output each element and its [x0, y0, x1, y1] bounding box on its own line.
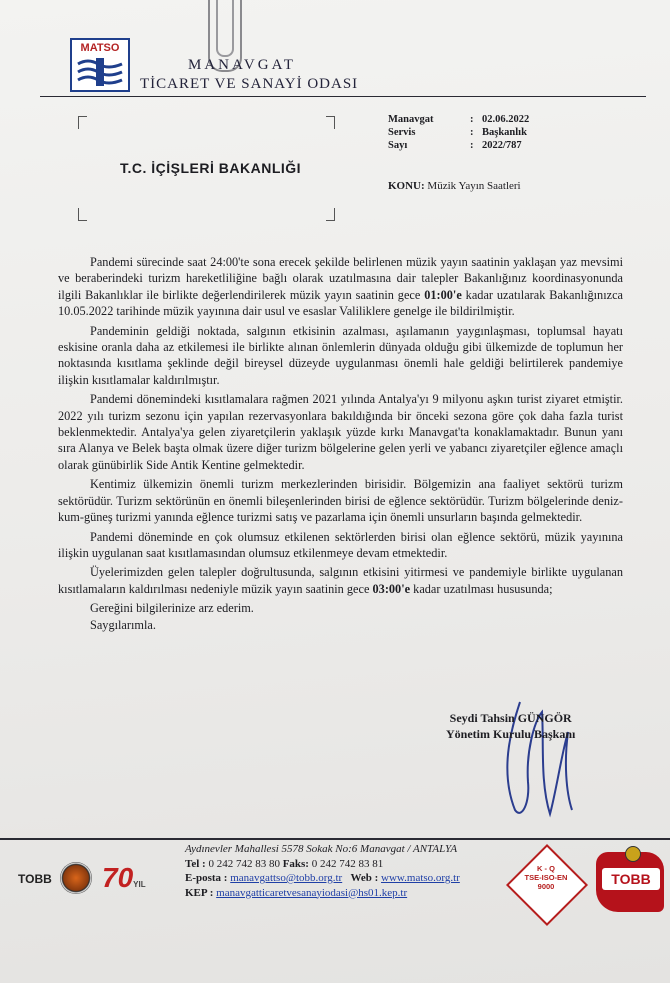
kep-link[interactable]: manavgatticaretvesanayiodasi@hs01.kep.tr [216, 886, 408, 899]
subject-value: Müzik Yayın Saatleri [427, 180, 521, 192]
meta-value: 02.06.2022 [482, 114, 530, 125]
letter-meta [388, 113, 529, 152]
meta-row-date [388, 113, 529, 126]
paragraph-text: kadar uzatılması hususunda; [410, 581, 553, 596]
footer-phone-line [185, 857, 460, 872]
org-name-line1: MANAVGAT [188, 57, 296, 73]
meta-row-service [388, 126, 529, 139]
meta-colon: : [470, 140, 474, 151]
paragraph-3: Pandemi dönemindeki kısıtlamalara rağmen 2021 yılında Antalya'yı 9 milyonu aşkın turist ziyaret etmiştir. 2022 yılı turizm sezonu için yapılan rezervasyonlara bakıldığında bir önceki sezona göre çok daha fazla turist beklenmektedir. Antalya'ya gelen ziyaretçilerin yaklaşık yüzde kırkı Manavgat'ta konaklamaktadır. Bunun yanı sıra Alanya ve Belek başta olmak üzere diğer turizm bölgelerine gelen yerli ve yabancı ziyaretçiler eğlence amaçlı olarak günübirlik Side Antik Kentine gelmektedir. [58, 392, 623, 472]
email-label: E-posta : [185, 872, 228, 884]
tobb-seal-icon [60, 862, 92, 894]
letter-body [58, 254, 623, 633]
subject-label: KONU: [388, 180, 425, 192]
meta-colon: : [470, 114, 474, 125]
paper-clip-inner [216, 0, 234, 57]
web-label: Web : [350, 872, 379, 884]
footer-contact [185, 842, 460, 900]
address-corner-bl [78, 208, 87, 221]
meta-value: 2022/787 [482, 140, 522, 151]
meta-row-number [388, 139, 529, 152]
footer-divider [0, 838, 670, 840]
address-corner-tl [78, 116, 87, 129]
web-link[interactable]: www.matso.org.tr [381, 872, 460, 884]
footer-address: Aydınevler Mahallesi 5578 Sokak No:6 Manavgat / ANTALYA [185, 843, 458, 855]
recipient: T.C. İÇİŞLERİ BAKANLIĞI [120, 160, 302, 176]
kq-certification-text: K - Q TSE-ISO-EN 9000 [524, 864, 568, 891]
paragraph-1 [58, 254, 623, 320]
tobb-right-seal-icon [625, 846, 641, 862]
fax-value: 0 242 742 83 81 [311, 857, 384, 870]
paragraph-8: Saygılarımla. [90, 617, 156, 632]
seventy-sub: YIL [133, 880, 146, 889]
footer-kep-line [185, 886, 460, 901]
seventy-year-logo [102, 862, 146, 894]
signature-block [446, 710, 575, 742]
fax-label: Faks: [282, 857, 309, 870]
paragraph-text: Pandemi sürecinde saat 24:00'te sona erecek şekilde belirlenen müzik yayın saatinin yaklaşan yaz mevsimi ve beraberindeki turizm hareketliliğine bağlı olarak uzatılmasına dair talepler Bakanlığınız koordinasyonunda ilgili Bakanlıklar ile birlikte değerlendirilerek müzik yayın saatinin gece [58, 255, 623, 302]
highlight-time: 01:00'e [424, 287, 462, 302]
matso-logo [70, 38, 130, 92]
highlight-time: 03:00'e [372, 581, 411, 596]
wave-icon [76, 58, 124, 86]
tel-label: Tel : [185, 857, 206, 870]
meta-label: Manavgat [388, 114, 434, 125]
signatory-title: Yönetim Kurulu Başkanı [446, 727, 576, 741]
tel-value: 0 242 742 83 80 [208, 857, 280, 870]
meta-value: Başkanlık [482, 127, 527, 138]
paragraph-text: kadar uzatılarak Bakanlığınızca 10.05.2022 tarihinde müzik yayınına dair usul ve esaslar Valiliklere genelge ile bildirilmiştir. [58, 287, 623, 319]
meta-label: Servis [388, 127, 416, 138]
seventy-number: 70 [102, 862, 134, 893]
paragraph-6 [58, 564, 623, 597]
meta-colon: : [470, 127, 474, 138]
paragraph-7: Gereğini bilgilerinize arz ederim. [90, 601, 254, 616]
signatory-name: Seydi Tahsin GÜNGÖR [449, 711, 572, 725]
subject-line [388, 180, 521, 192]
logo-text: MATSO [80, 42, 120, 54]
footer-web-line [185, 871, 460, 886]
address-corner-br [326, 208, 335, 221]
header-divider [40, 96, 646, 97]
tobb-logo-left: TOBB [18, 872, 52, 886]
paragraph-4: Kentimiz ülkemizin önemli turizm merkezlerinden birisidir. Bölgemizin ana faaliyet sektörü turizm sektörüdür. Turizm sektörünün en önemli bileşenlerinden birisi de eğlence sektörüdür. Turizm bölgelerinde deniz-kum-güneş turizmi yanında eğlence turizmi satış ve pazarlama için önemli unsurların başında gelmektedir. [58, 477, 623, 525]
address-corner-tr [326, 116, 335, 129]
paragraph-5: Pandemi döneminde en çok olumsuz etkilenen sektörlerden birisi olan eğlence sektörü, müzik yayınına ilişkin uygulanan saat kısıtlamasından olumsuz etkilenmeye devam etmektedir. [58, 529, 623, 560]
meta-label: Sayı [388, 140, 408, 151]
paragraph-text: Üyelerimizden gelen talepler doğrultusunda, salgının etkisini yitirmesi ve pandemiyle birlikte uygulanan kısıtlamaların kaldırılması nedeniyle müzik yayın saatinin gece [58, 565, 623, 596]
tobb-logo-right: TOBB [602, 868, 660, 890]
kep-label: KEP : [185, 886, 214, 899]
paragraph-2: Pandeminin geldiği noktada, salgının etkisinin azalması, aşılamanın yaygınlaşması, toplumsal hayatı eskisine oranla daha az etkilemesi ile birlikte alınan önlemlerin dünyada olduğu gibi ülkemizde de toplumun her noktasında kısıtlama şeklinde değil bireysel düzeyde uygulanması önemli hale geldiği belirtilerek pandemiye ilişkin kısıtlamalar kaldırılmıştır. [58, 323, 623, 387]
org-name-line2: TİCARET VE SANAYİ ODASI [140, 76, 359, 92]
email-link[interactable]: manavgattso@tobb.org.tr [230, 872, 343, 884]
